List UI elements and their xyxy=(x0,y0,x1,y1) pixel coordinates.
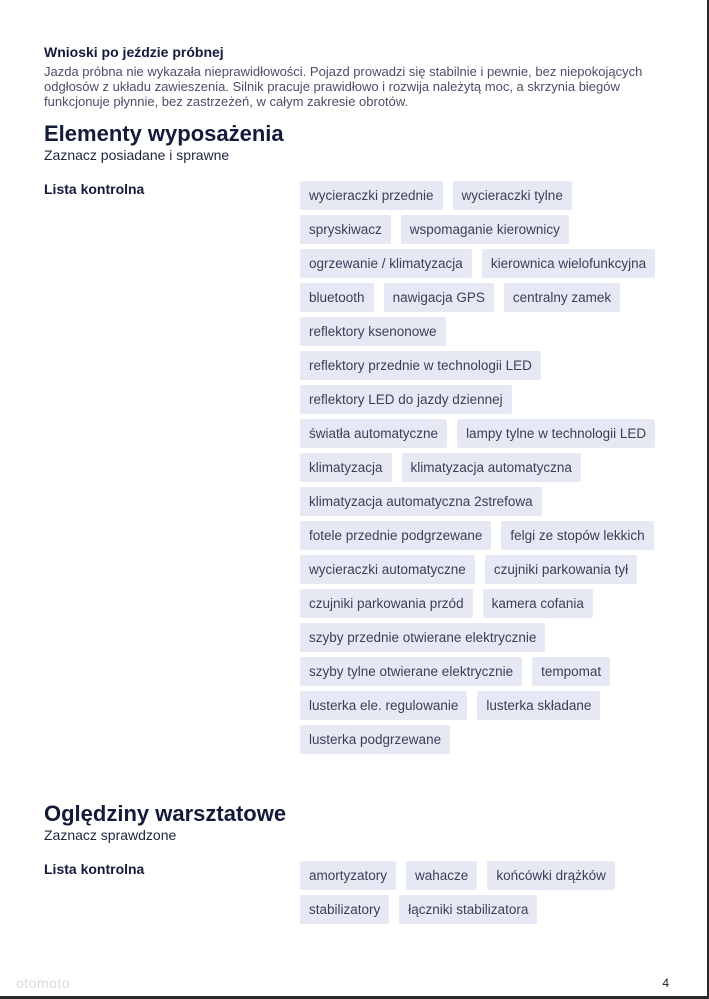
inspection-section xyxy=(44,801,664,844)
inspection-checklist-label: Lista kontrolna xyxy=(44,861,145,877)
conclusions-text: Jazda próbna nie wykazała nieprawidłowości. Pojazd prowadzi się stabilnie i pewnie, bez niepokojących odgłosów z układu zawieszenia. Silnik pracuje prawidłowo i rozwija należytą moc, a skrzynia biegów funkcjonuje płynnie, bez zastrzeżeń, w całym zakresie obrotów. xyxy=(44,64,643,109)
equipment-checklist-label: Lista kontrolna xyxy=(44,181,145,197)
checklist-chip[interactable]: tempomat xyxy=(532,657,610,686)
watermark-logo: otomoto xyxy=(16,975,71,991)
checklist-chip[interactable]: wspomaganie kierownicy xyxy=(401,215,569,244)
inspection-checklist xyxy=(300,861,660,924)
checklist-chip[interactable]: wycieraczki przednie xyxy=(300,181,443,210)
checklist-chip[interactable]: ogrzewanie / klimatyzacja xyxy=(300,249,472,278)
checklist-chip[interactable]: lusterka ele. regulowanie xyxy=(300,691,467,720)
checklist-chip[interactable]: kamera cofania xyxy=(483,589,593,618)
checklist-chip[interactable]: kierownica wielofunkcyjna xyxy=(482,249,655,278)
checklist-chip[interactable]: lusterka podgrzewane xyxy=(300,725,450,754)
conclusions-title: Wnioski po jeździe próbnej xyxy=(44,44,224,60)
equipment-title: Elementy wyposażenia xyxy=(44,121,284,146)
checklist-chip[interactable]: spryskiwacz xyxy=(300,215,391,244)
checklist-chip[interactable]: bluetooth xyxy=(300,283,374,312)
equipment-checklist xyxy=(300,181,660,754)
checklist-chip[interactable]: lampy tylne w technologii LED xyxy=(457,419,655,448)
checklist-chip[interactable]: fotele przednie podgrzewane xyxy=(300,521,491,550)
inspection-title: Oględziny warsztatowe xyxy=(44,801,287,826)
page-number: 4 xyxy=(662,976,669,990)
checklist-chip[interactable]: końcówki drążków xyxy=(487,861,615,890)
checklist-chip[interactable]: klimatyzacja automatyczna 2strefowa xyxy=(300,487,542,516)
checklist-chip[interactable]: reflektory ksenonowe xyxy=(300,317,446,346)
checklist-chip[interactable]: reflektory przednie w technologii LED xyxy=(300,351,541,380)
checklist-chip[interactable]: nawigacja GPS xyxy=(384,283,494,312)
checklist-chip[interactable]: wycieraczki tylne xyxy=(453,181,572,210)
checklist-chip[interactable]: reflektory LED do jazdy dziennej xyxy=(300,385,512,414)
checklist-chip[interactable]: stabilizatory xyxy=(300,895,389,924)
inspection-subtitle: Zaznacz sprawdzone xyxy=(44,827,177,843)
checklist-chip[interactable]: szyby tylne otwierane elektrycznie xyxy=(300,657,522,686)
checklist-chip[interactable]: wahacze xyxy=(406,861,477,890)
test-drive-conclusions xyxy=(44,44,664,109)
equipment-section xyxy=(44,121,664,164)
checklist-chip[interactable]: lusterka składane xyxy=(477,691,600,720)
equipment-subtitle: Zaznacz posiadane i sprawne xyxy=(44,147,230,163)
checklist-chip[interactable]: czujniki parkowania tył xyxy=(485,555,637,584)
checklist-chip[interactable]: szyby przednie otwierane elektrycznie xyxy=(300,623,545,652)
checklist-chip[interactable]: klimatyzacja xyxy=(300,453,392,482)
checklist-chip[interactable]: wycieraczki automatyczne xyxy=(300,555,475,584)
checklist-chip[interactable]: amortyzatory xyxy=(300,861,396,890)
checklist-chip[interactable]: felgi ze stopów lekkich xyxy=(501,521,653,550)
checklist-chip[interactable]: łączniki stabilizatora xyxy=(399,895,537,924)
checklist-chip[interactable]: klimatyzacja automatyczna xyxy=(402,453,581,482)
checklist-chip[interactable]: światła automatyczne xyxy=(300,419,447,448)
checklist-chip[interactable]: czujniki parkowania przód xyxy=(300,589,473,618)
checklist-chip[interactable]: centralny zamek xyxy=(504,283,620,312)
